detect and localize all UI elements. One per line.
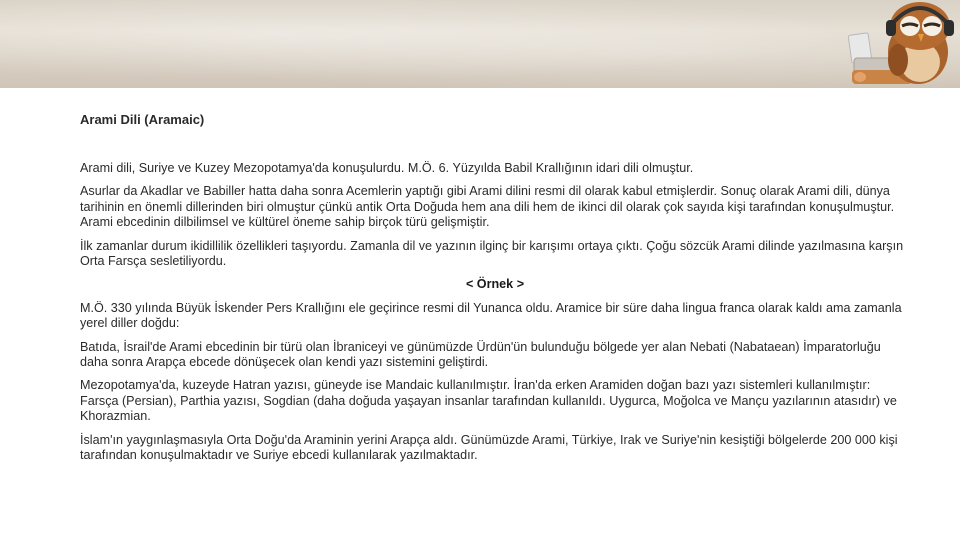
- page-title: Arami Dili (Aramaic): [80, 112, 205, 127]
- paragraph: Mezopotamya'da, kuzeyde Hatran yazısı, güneyde ise Mandaic kullanılmıştır. İran'da erken Aramiden doğan bazı yazı sistemleri kullanılmıştır: Farsça (Persian), Parthia yazısı, Sogdian (daha doğuda yaşayan insanlar tarafından kullanıldı. Uygurca, Moğolca ve Mançu yazılarının atasıdır) ve Khorazmian.: [80, 378, 897, 424]
- document-body: [80, 112, 910, 472]
- paragraph: İslam'ın yaygınlaşmasıyla Orta Doğu'da Araminin yerini Arapça aldı. Günümüzde Arami, Türkiye, Irak ve Suriye'nin kesiştiği bölgelerde 200 000 kişi tarafından konuşulmaktadır ve Suriye ebcedi kullanılarak yazılmaktadır.: [80, 432, 898, 463]
- paragraph: M.Ö. 330 yılında Büyük İskender Pers Krallığını ele geçirince resmi dil Yunanca oldu. Aramice bir süre daha lingua franca olarak kaldı ama zamanla yerel diller doğdu:: [80, 300, 902, 331]
- paragraph: Asurlar da Akadlar ve Babiller hatta daha sonra Acemlerin yaptığı gibi Arami dilini resmi dil olarak kabul etmişlerdir. Sonuç olarak Arami dili, dünya tarihinin en önemli dillerinden biri olmuştur çünkü antik Orta Doğuda hem ana dili hem de ikinci dil olarak çok sayıda kişi tarafından konuşulmuştur. Arami ebcedinin dilbilimsel ve kültürel öneme sahip birçok türü gelişmiştir.: [80, 184, 895, 230]
- paragraph: Arami dili, Suriye ve Kuzey Mezopotamya'da konuşulurdu. M.Ö. 6. Yüzyılda Babil Krallığının idari dili olmuştur.: [80, 161, 694, 175]
- owl-laptop-illustration: [840, 0, 960, 88]
- paragraph: İlk zamanlar durum ikidillilik özellikleri taşıyordu. Zamanla dil ve yazının ilginç bir karışımı ortaya çıktı. Çoğu sözcük Arami dilinde yazılmasına karşın Orta Farsça sesletiliyordu.: [80, 238, 904, 269]
- header-banner: [0, 0, 960, 88]
- paragraph: Batıda, İsrail'de Arami ebcedinin bir türü olan İbraniceyi ve günümüzde Ürdün'ün bulunduğu bölgede yer alan Nebati (Nabataean) İmparatorluğu daha sonra Arapça ebcede dönüşecek olan kendi yazı sistemini geliştirdi.: [80, 339, 881, 370]
- example-link[interactable]: < Örnek >: [465, 277, 525, 292]
